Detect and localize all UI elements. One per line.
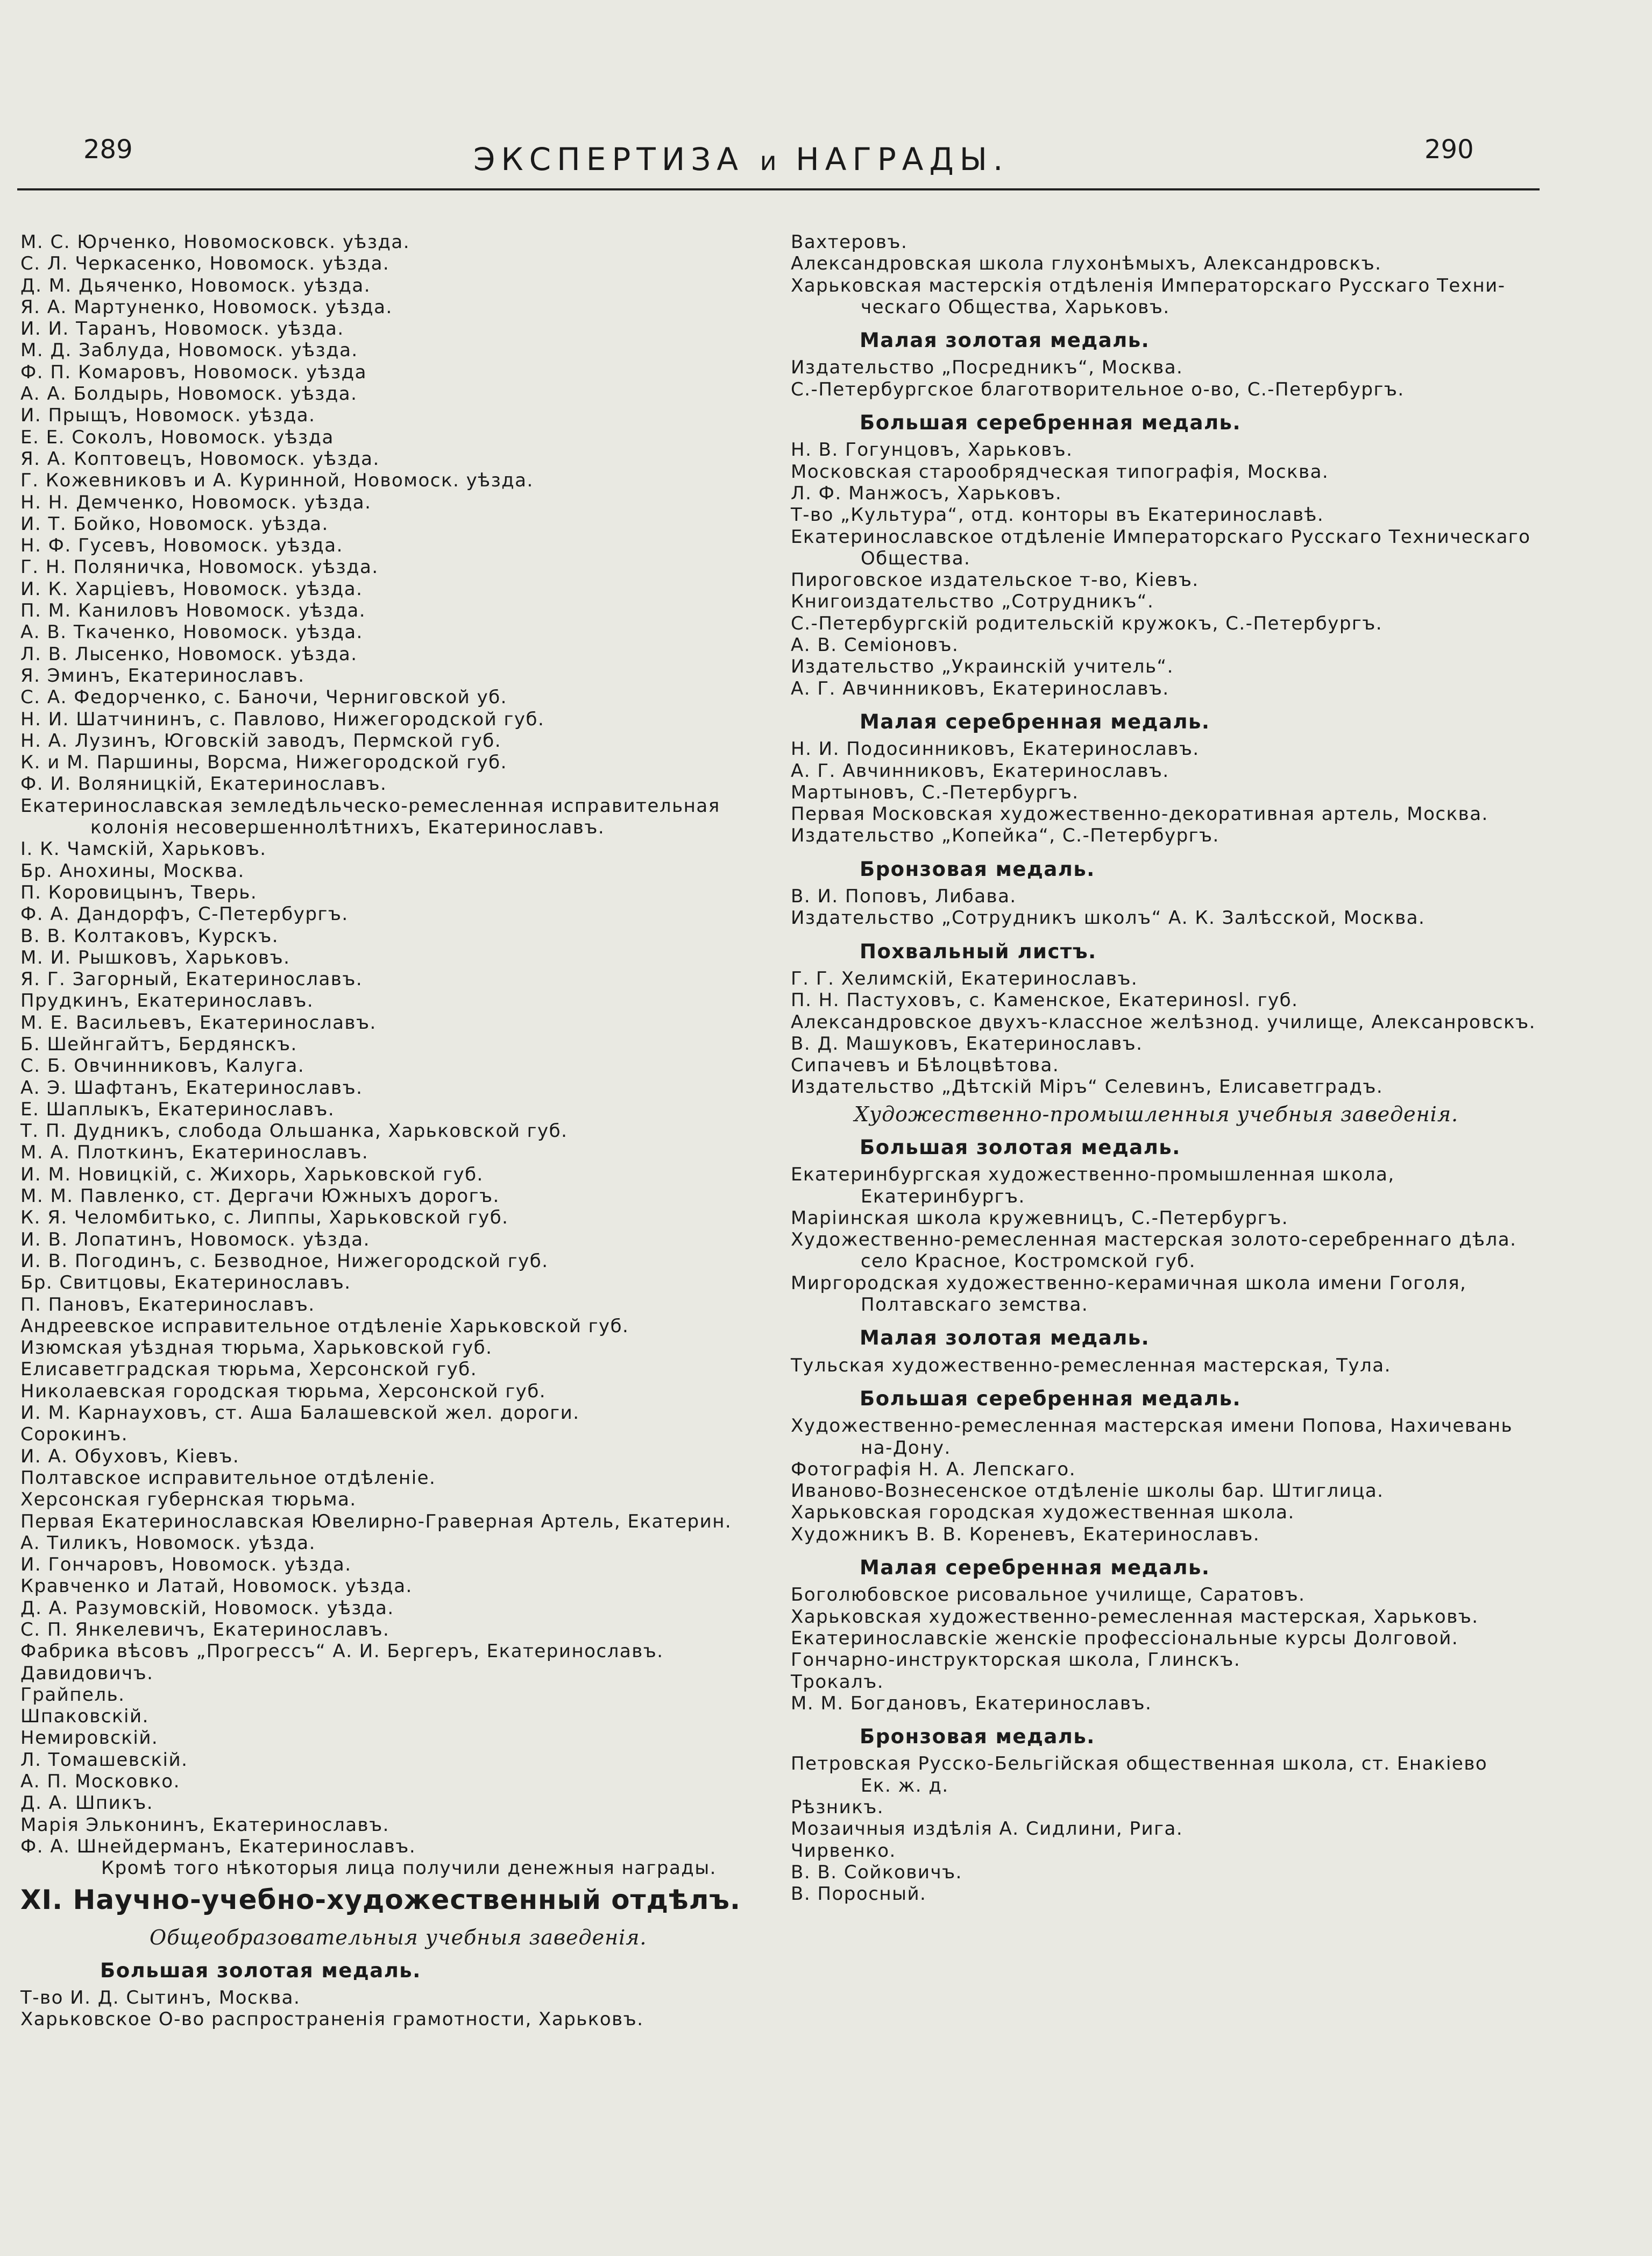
list-item: І. К. Чамскій, Харьковъ. [20,838,267,860]
list-item: Сипачевъ и Бѣлоцвѣтова. [791,1055,1060,1077]
list-item: Екатеринославская земледѣльческо-ремесленная исправительная [20,795,720,817]
list-item: Екатеринославское отдѣленіе Императорскаго Русскаго Техническаго [791,526,1531,548]
list-item: Я. Г. Загорный, Екатеринославъ. [20,968,363,991]
list-item: Л. Ф. Манжосъ, Харьковъ. [791,482,1062,504]
list-item: С. П. Янкелевичъ, Екатеринославъ. [20,1619,390,1640]
list-item: Харьковское О-во распространенія грамотности, Харьковъ. [20,2009,644,2031]
list-item: Фабрика вѣсовъ „Прогрессъ“ А. И. Бергеръ, Екатеринославъ. [20,1640,664,1663]
list-item: Пироговское издательское т-во, Кіевъ. [791,569,1199,591]
list-item: Н. Ф. Гусевъ, Новомоск. уѣзда. [20,535,343,557]
list-item: Московская старообрядческая типографія, Москва. [791,461,1329,483]
list-item: А. А. Болдырь, Новомоск. уѣзда. [20,383,358,405]
list-item: М. М. Павленко, ст. Дергачи Южныхъ дорогъ. [20,1185,500,1207]
list-item: Н. Н. Демченко, Новомоск. уѣзда. [20,491,372,513]
list-item: Ф. П. Комаровъ, Новомоск. уѣзда [20,361,367,383]
list-item: Екатеринбургская художественно-промышленная школа, [791,1164,1395,1186]
list-item: М. Е. Васильевъ, Екатеринославъ. [20,1012,377,1034]
medal-heading: Большая золотая медаль. [100,1958,421,1982]
list-item: Марія Эльконинъ, Екатеринославъ. [20,1814,389,1836]
list-item: Ф. А. Шнейдерманъ, Екатеринославъ. [20,1835,416,1857]
page-number-left: 289 [83,135,133,165]
list-item: Т-во „Культура“, отд. конторы въ Екатеринославѣ. [791,504,1324,526]
list-item: П. Пановъ, Екатеринославъ. [20,1293,315,1316]
medal-heading: Малая золотая медаль. [860,1326,1150,1350]
list-item: С. А. Федорченко, с. Баночи, Черниговской уб. [20,687,507,709]
list-item: Прудкинъ, Екатеринославъ. [20,990,314,1012]
list-item: И. Прыщъ, Новомоск. уѣзда. [20,405,316,427]
list-item: Андреевское исправительное отдѣленіе Харьковской губ. [20,1315,629,1337]
list-item: Александровская школа глухонѣмыхъ, Александровскъ. [791,253,1382,275]
list-item: Т. П. Дудникъ, слобода Ольшанка, Харьковской губ. [20,1120,568,1142]
list-item: Маріинская школа кружевницъ, С.-Петербургъ. [791,1207,1289,1229]
list-item: Бр. Анохины, Москва. [20,860,245,882]
list-item: М. И. Рышковъ, Харьковъ. [20,946,290,968]
list-item: Харьковская городская художественная школа. [791,1502,1295,1524]
medal-heading: Бронзовая медаль. [860,857,1095,881]
list-item: И. Гончаровъ, Новомоск. уѣзда. [20,1554,352,1576]
list-item: Д. А. Разумовскій, Новомоск. уѣзда. [20,1597,394,1619]
list-item: И. К. Харціевъ, Новомоск. уѣзда. [20,578,363,600]
list-item: Давидовичъ. [20,1662,154,1684]
list-item: Мозаичныя издѣлія А. Сидлини, Рига. [791,1818,1183,1840]
list-item: П. Коровицынъ, Тверь. [20,881,258,903]
list-item: Петровская Русско-Бельгійская общественная школа, ст. Енакіево [791,1753,1488,1775]
list-item: Фотографія Н. А. Лепскаго. [791,1458,1076,1480]
medal-heading: Большая золотая медаль. [860,1135,1181,1159]
list-item: Шпаковскій. [20,1706,149,1728]
list-item: С. Л. Черкасенко, Новомоск. уѣзда. [20,253,390,275]
medal-heading: Малая серебренная медаль. [860,1556,1210,1580]
medal-heading: Большая серебренная медаль. [860,411,1242,435]
list-item: С. Б. Овчинниковъ, Калуга. [20,1055,305,1077]
list-item: Сорокинъ. [20,1424,129,1446]
list-item: Е. Е. Соколъ, Новомоск. уѣзда [20,426,334,448]
list-item: С.-Петербургское благотворительное о-во, С.-Петербургъ. [791,378,1405,400]
medal-heading: Малая серебренная медаль. [860,710,1210,733]
section-title: XI. Научно-учебно-художественный отдѣлъ. [20,1884,741,1915]
list-item-continuation: село Красное, Костромской губ. [861,1250,1196,1272]
title-part-c: НАГРАДЫ. [796,141,1009,178]
list-item: Николаевская городская тюрьма, Херсонской губ. [20,1380,547,1402]
list-item-continuation: колонія несовершеннолѣтнихъ, Екатеринославъ. [90,817,605,839]
list-item: К. Я. Челомбитько, с. Липпы, Харьковской губ. [20,1207,509,1229]
list-item: М. А. Плоткинъ, Екатеринославъ. [20,1142,369,1164]
list-item-continuation: Полтавскаго земства. [861,1294,1089,1316]
list-item: Чирвенко. [791,1840,896,1862]
list-item: Вахтеровъ. [791,231,908,253]
list-item: Я. Эминъ, Екатеринославъ. [20,664,305,687]
list-item: М. С. Юрченко, Новомосковск. уѣзда. [20,231,410,253]
medal-heading: Похвальный листъ. [860,939,1097,963]
list-item: И. В. Погодинъ, с. Безводное, Нижегородской губ. [20,1250,549,1272]
list-item: Ф. И. Воляницкій, Екатеринославъ. [20,773,387,795]
list-item-continuation: Ек. ж. д. [861,1774,949,1797]
note-line: Кромѣ того нѣкоторыя лица получили денежныя награды. [101,1857,717,1879]
running-title [473,141,1009,178]
title-part-b: и [760,146,780,176]
list-item: Иваново-Вознесенское отдѣленіе школы бар. Штиглица. [791,1480,1384,1502]
list-item: Художественно-ремесленная мастерская золото-серебреннаго дѣла. [791,1229,1517,1251]
list-item: Ф. А. Дандорфъ, С-Петербургъ. [20,903,349,925]
list-item: Д. А. Шпикъ. [20,1792,154,1814]
list-item: Е. Шаплыкъ, Екатеринославъ. [20,1098,335,1120]
list-item: Грайпель. [20,1684,125,1706]
list-item: Бр. Свитцовы, Екатеринославъ. [20,1272,351,1294]
list-item: Мартыновъ, С.-Петербургъ. [791,781,1079,803]
list-item: С.-Петербургскій родительскій кружокъ, С.-Петербургъ. [791,612,1383,634]
list-item: Г. Г. Хелимскій, Екатеринославъ. [791,967,1138,989]
list-item-continuation: Общества. [861,547,971,569]
list-item: И. М. Новицкій, с. Жихорь, Харьковской губ. [20,1163,484,1185]
list-item: Екатеринославскіе женскіе профессіональные курсы Долговой. [791,1627,1459,1649]
list-item: Херсонская губернская тюрьма. [20,1489,357,1511]
list-item: Первая Московская художественно-декоративная артель, Москва. [791,803,1488,825]
list-item: Художникъ В. В. Кореневъ, Екатеринославъ. [791,1523,1260,1545]
list-item: П. М. Каниловъ Новомоск. уѣзда. [20,600,366,622]
list-item: Гончарно-инструкторская школа, Глинскъ. [791,1649,1241,1671]
list-item: Н. И. Подосинниковъ, Екатеринославъ. [791,738,1200,760]
header-rule [17,188,1540,190]
list-item: И. М. Карнауховъ, ст. Аша Балашевской жел. дороги. [20,1402,580,1424]
list-item: А. Тиликъ, Новомоск. уѣзда. [20,1532,316,1554]
list-item: Я. А. Коптовецъ, Новомоск. уѣзда. [20,448,380,470]
list-item: И. И. Таранъ, Новомоск. уѣзда. [20,318,344,340]
list-item: В. В. Колтаковъ, Курскъ. [20,925,279,947]
list-item: В. И. Поповъ, Либава. [791,886,1017,908]
list-item: М. Д. Заблуда, Новомоск. уѣзда. [20,340,358,362]
list-item-continuation: ческаго Общества, Харьковъ. [861,296,1170,318]
list-item: Г. Кожевниковъ и А. Куринной, Новомоск. уѣзда. [20,470,534,492]
list-item: Л. Томашевскій. [20,1749,188,1771]
right-column [791,231,1544,1905]
list-item: Т-во И. Д. Сытинъ, Москва. [20,1987,301,2009]
list-item-continuation: на-Дону. [861,1437,951,1459]
title-part-a: ЭКСПЕРТИЗА [473,141,745,178]
left-column [20,231,774,2031]
list-item: К. и М. Паршины, Ворсма, Нижегородской губ. [20,752,507,774]
list-item: П. Н. Пастуховъ, с. Каменское, Екатеринosl. губ. [791,989,1299,1012]
list-item: Тульская художественно-ремесленная мастерская, Тула. [791,1354,1391,1376]
list-item: Харьковская мастерскія отдѣленія Императорскаго Русскаго Техни- [791,274,1506,296]
list-item: В. В. Сойковичъ. [791,1861,962,1883]
list-item: Миргородская художественно-керамичная школа имени Гоголя, [791,1272,1467,1294]
list-item: Л. В. Лысенко, Новомоск. уѣзда. [20,643,358,665]
list-item: Изюмская уѣздная тюрьма, Харьковской губ. [20,1337,493,1359]
list-item: Издательство „Сотрудникъ школъ“ А. К. Залѣсской, Москва. [791,907,1426,929]
list-item: Книгоиздательство „Сотрудникъ“. [791,591,1154,613]
list-item: А. Э. Шафтанъ, Екатеринославъ. [20,1077,363,1099]
list-item: Н. А. Лузинъ, Юговскій заводъ, Пермской губ. [20,730,502,752]
list-item: Елисаветградская тюрьма, Херсонской губ. [20,1359,478,1381]
list-item: И. А. Обуховъ, Кіевъ. [20,1445,240,1467]
subsection-title: Общеобразовательныя учебныя заведенія. [150,1925,647,1949]
list-item: Г. Н. Поляничка, Новомоск. уѣзда. [20,556,379,578]
list-item: Трокалъ. [791,1671,884,1693]
list-item: А. Г. Авчинниковъ, Екатеринославъ. [791,677,1169,699]
list-item: Н. В. Гогунцовъ, Харьковъ. [791,439,1073,461]
list-item: Первая Екатеринославская Ювелирно-Граверная Артель, Екатерин. [20,1510,732,1532]
list-item: Н. И. Шатчининъ, с. Павлово, Нижегородской губ. [20,708,545,730]
list-item: Полтавское исправительное отдѣленіе. [20,1467,436,1489]
list-item: Я. А. Мартуненко, Новомоск. уѣзда. [20,296,393,318]
subsection-title: Художественно-промышленныя учебныя заведенія. [854,1102,1459,1126]
list-item: Б. Шейнгайтъ, Бердянскъ. [20,1033,297,1055]
list-item: В. Д. Машуковъ, Екатеринославъ. [791,1032,1143,1055]
list-item: Издательство „Украинскій учитель“. [791,656,1174,678]
list-item: Боголюбовское рисовальное училище, Саратовъ. [791,1584,1306,1606]
list-item: Кравченко и Латай, Новомоск. уѣзда. [20,1575,413,1597]
list-item: В. Поросный. [791,1883,927,1905]
medal-heading: Большая серебренная медаль. [860,1387,1242,1410]
list-item-continuation: Екатеринбургъ. [861,1185,1025,1207]
medal-heading: Бронзовая медаль. [860,1725,1095,1749]
list-item: Д. М. Дьяченко, Новомоск. уѣзда. [20,274,371,296]
list-item: Художественно-ремесленная мастерская имени Попова, Нахичевань [791,1415,1513,1437]
page-number-right: 290 [1424,135,1474,165]
medal-heading: Малая золотая медаль. [860,329,1150,352]
list-item: Рѣзникъ. [791,1797,884,1818]
list-item: А. В. Ткаченко, Новомоск. уѣзда. [20,621,363,643]
list-item: Издательство „Копейка“, С.-Петербургъ. [791,825,1219,847]
list-item: Издательство „Дѣтскій Міръ“ Селевинъ, Елисаветградъ. [791,1076,1384,1098]
list-item: И. Т. Бойко, Новомоск. уѣзда. [20,513,329,535]
list-item: Издательство „Посредникъ“, Москва. [791,357,1183,379]
list-item: Харьковская художественно-ремесленная мастерская, Харьковъ. [791,1606,1479,1628]
list-item: А. П. Московко. [20,1771,180,1793]
list-item: А. Г. Авчинниковъ, Екатеринославъ. [791,760,1169,782]
list-item: Александровское двухъ-классное желѣзнод. училище, Алексанровскъ. [791,1011,1536,1033]
list-item: Немировскій. [20,1727,159,1749]
list-item: М. М. Богдановъ, Екатеринославъ. [791,1692,1152,1714]
list-item: А. В. Семіоновъ. [791,634,959,656]
list-item: И. В. Лопатинъ, Новомоск. уѣзда. [20,1228,370,1250]
